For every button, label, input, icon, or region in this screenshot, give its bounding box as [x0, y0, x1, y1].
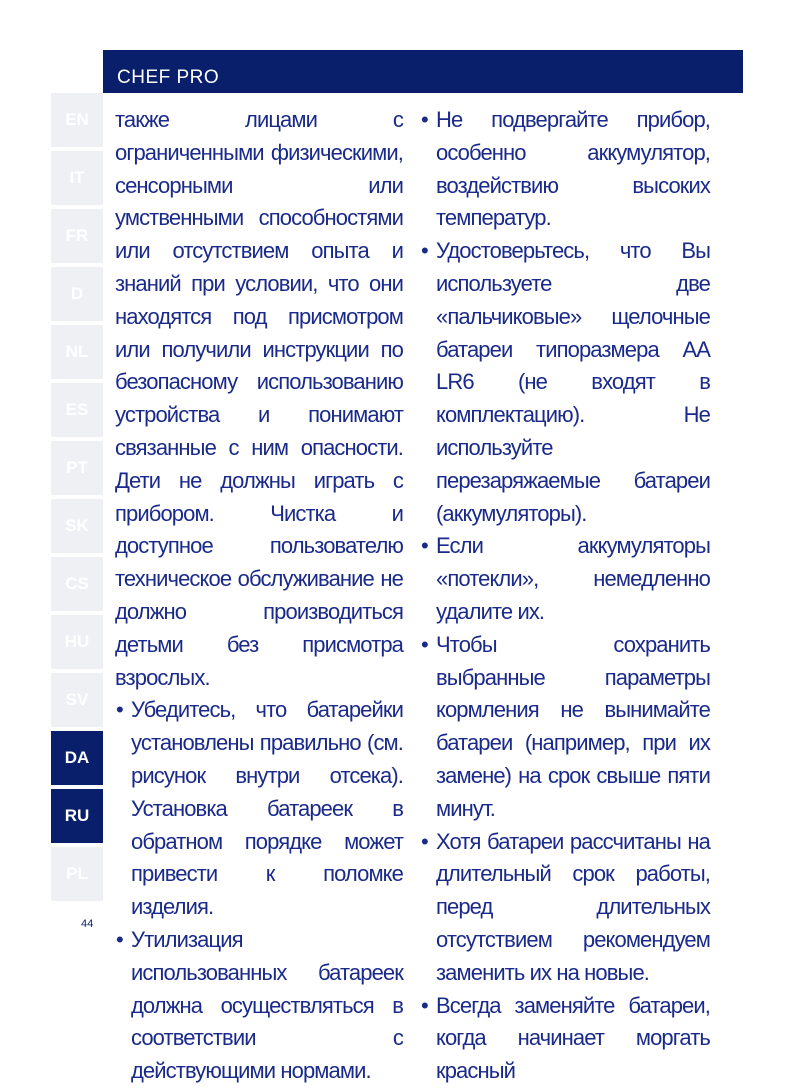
- list-item-text: Если аккумуляторы «потекли», немедленно удалите их.: [436, 533, 710, 624]
- language-tabs: [51, 93, 103, 905]
- list-item: [420, 629, 710, 826]
- list-item-text: Утилизация использованных батареек должна осуществляться в соответствии с действующими нормами.: [131, 926, 403, 1084]
- header-bar: [103, 50, 743, 93]
- tab-da[interactable]: DA: [51, 731, 103, 785]
- bullet-icon: •: [421, 631, 428, 657]
- list-item-text: Не подвергайте прибор, особенно аккумулятор, воздействию высоких температур.: [436, 107, 710, 231]
- right-bullet-list: [420, 104, 710, 1088]
- tab-es[interactable]: ES: [51, 383, 103, 437]
- tab-pl[interactable]: PL: [51, 847, 103, 901]
- bullet-icon: •: [116, 926, 123, 952]
- list-item-text: Всегда заменяйте батареи, когда начинает моргать красный: [436, 992, 710, 1084]
- list-item-text: Удостоверьтесь, что Вы используете две «пальчиковые» щелочные батареи типоразмера AA LR6 (не входят в комплектацию). Не используйте перезаряжаемые батареи (аккумуляторы).: [436, 238, 710, 526]
- list-item: [420, 235, 710, 530]
- tab-fr[interactable]: FR: [51, 209, 103, 263]
- bullet-icon: •: [421, 992, 428, 1018]
- list-item-text: Чтобы сохранить выбранные параметры кормления не вынимайте батареи (например, при их замене) на срок свыше пяти минут.: [436, 631, 710, 821]
- list-item: [420, 826, 710, 990]
- tab-d[interactable]: D: [51, 267, 103, 321]
- page-number: 44: [81, 918, 94, 930]
- bullet-icon: •: [421, 107, 428, 132]
- tab-cs[interactable]: CS: [51, 557, 103, 611]
- list-item: [420, 530, 710, 628]
- list-item-text: Хотя батареи рассчитаны на длительный срок работы, перед длительных отсутствием рекомендуем заменить их на новые.: [436, 828, 710, 985]
- list-item-text: Убедитесь, что батарейки установлены правильно (см. рисунок внутри отсека). Установка батареек в обратном порядке может привести к поломке изделия.: [131, 697, 403, 920]
- tab-nl[interactable]: NL: [51, 325, 103, 379]
- header-title: CHEF PRO: [117, 67, 220, 88]
- bullet-icon: •: [421, 238, 428, 264]
- bullet-icon: •: [421, 533, 428, 559]
- tab-it[interactable]: IT: [51, 151, 103, 205]
- tab-hu[interactable]: HU: [51, 615, 103, 669]
- left-column: [115, 104, 403, 1088]
- tab-pt[interactable]: PT: [51, 441, 103, 495]
- intro-paragraph: также лицами с ограниченными физическими, сенсорными или умственными способностями или отсутствием опыта и знаний при условии, что они находятся под присмотром или получили инструкции по безопасному использованию устройства и понимают связанные с ним опасности. Дети не должны играть с прибором. Чистка и доступное пользователю техническое обслуживание не должно производиться детьми без присмотра взрослых.: [115, 107, 403, 690]
- list-item: [115, 924, 403, 1088]
- tab-sk[interactable]: SK: [51, 499, 103, 553]
- list-item: [115, 694, 403, 924]
- tab-sv[interactable]: SV: [51, 673, 103, 727]
- left-bullet-list: [115, 694, 403, 1088]
- tab-ru[interactable]: RU: [51, 789, 103, 843]
- list-item: [420, 990, 710, 1088]
- list-item: [420, 104, 710, 235]
- tab-en[interactable]: EN: [51, 93, 103, 147]
- right-column: [420, 104, 710, 1088]
- bullet-icon: •: [116, 697, 123, 723]
- bullet-icon: •: [421, 828, 428, 854]
